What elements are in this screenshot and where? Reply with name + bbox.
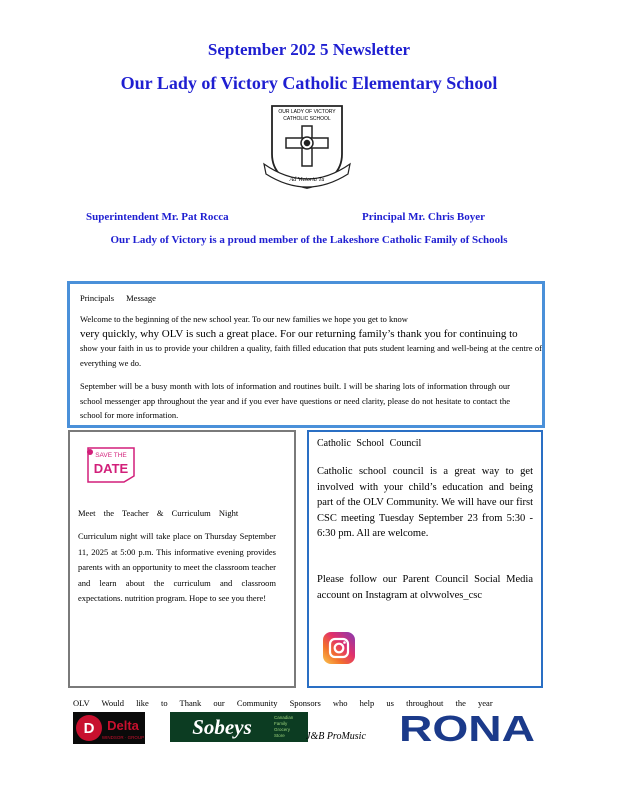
crest-motto: Ad Victoria Tu xyxy=(289,177,325,183)
sponsors-thanks-text: OLV Would like to Thank our Community Sponsors who help us throughout the year xyxy=(73,698,493,708)
svg-text:D: D xyxy=(83,720,95,737)
meet-the-teacher-text: Curriculum night will take place on Thursday September 11, 2025 at 5:00 p.m. This informative evening provides parents with an opportunity to meet the classroom teacher and learn about the curriculum and classroom expectations. nutrition program. Hope to see you there! xyxy=(78,531,276,603)
principal-message-paragraph-2: September will be a busy month with lots of information and routines built. I will be sharing lots of information through our school messenger app throughout the year and if you ever have questions or need clarity, please do not hesitate to contact the school for more information. xyxy=(80,381,510,420)
delta-logo xyxy=(73,712,145,744)
rona-logo xyxy=(397,710,537,744)
school-council-box xyxy=(307,430,543,688)
family-of-schools-line: Our Lady of Victory is a proud member of the Lakeshore Catholic Family of Schools xyxy=(110,234,508,246)
sobeys-tag-3: Grocery xyxy=(274,727,291,732)
save-the-date-top: SAVE THE xyxy=(95,452,127,459)
superintendent-name: Superintendent Mr. Pat Rocca xyxy=(86,211,229,223)
principal-message-box xyxy=(67,281,545,428)
save-the-date-icon xyxy=(84,446,136,484)
principal-message-heading: Principals Message xyxy=(80,293,156,303)
sobeys-tag-1: Canadian xyxy=(274,715,294,720)
crest-top-text-1: OUR LADY OF VICTORY xyxy=(278,109,336,115)
meet-the-teacher-heading: Meet the Teacher & Curriculum Night xyxy=(78,508,239,518)
school-name: Our Lady of Victory Catholic Elementary School xyxy=(120,73,498,93)
sobeys-tag-4: Store xyxy=(274,733,285,738)
school-council-follow-text: Please follow our Parent Council Social Media account on Instagram at olvwolves_csc xyxy=(317,574,533,601)
sobeys-logo xyxy=(170,712,308,742)
principal-name: Principal Mr. Chris Boyer xyxy=(362,211,486,223)
meet-the-teacher-box xyxy=(68,430,296,688)
principal-message-paragraph-1 xyxy=(80,312,542,370)
principal-message-line-3: show your faith in us to provide your children a quality, faith filled education that puts student learning and well-being at the centre of everything we do. xyxy=(80,343,542,368)
school-council-heading: Catholic School Council xyxy=(317,438,422,449)
sobeys-tag-2: Family xyxy=(274,721,288,726)
crest-top-text-2: CATHOLIC SCHOOL xyxy=(283,116,331,122)
newsletter-title: September 202 5 Newsletter xyxy=(207,40,411,59)
delta-sub: WINDSOR · GROUP xyxy=(101,735,145,740)
jb-promusic-sponsor: J&B ProMusic xyxy=(306,731,366,742)
rona-name: RONA xyxy=(399,710,535,744)
sobeys-name: Sobeys xyxy=(192,715,252,739)
instagram-icon[interactable] xyxy=(323,632,355,664)
principal-message-line-1: Welcome to the beginning of the new school year. To our new families we hope you get to know xyxy=(80,314,408,324)
principal-message-line-2: very quickly, why OLV is such a great place. For our returning family’s thank you for continuing to xyxy=(80,327,518,340)
school-crest-icon xyxy=(262,102,352,192)
school-council-text: Catholic school council is a great way to get involved with your child’s education and being part of the OLV Community. We will have our first CSC meeting Tuesday September 23 from 5:30 - 6:30 pm. All are welcome. xyxy=(317,466,533,539)
delta-name: Delta xyxy=(107,718,139,733)
save-the-date-bottom: DATE xyxy=(93,461,129,476)
